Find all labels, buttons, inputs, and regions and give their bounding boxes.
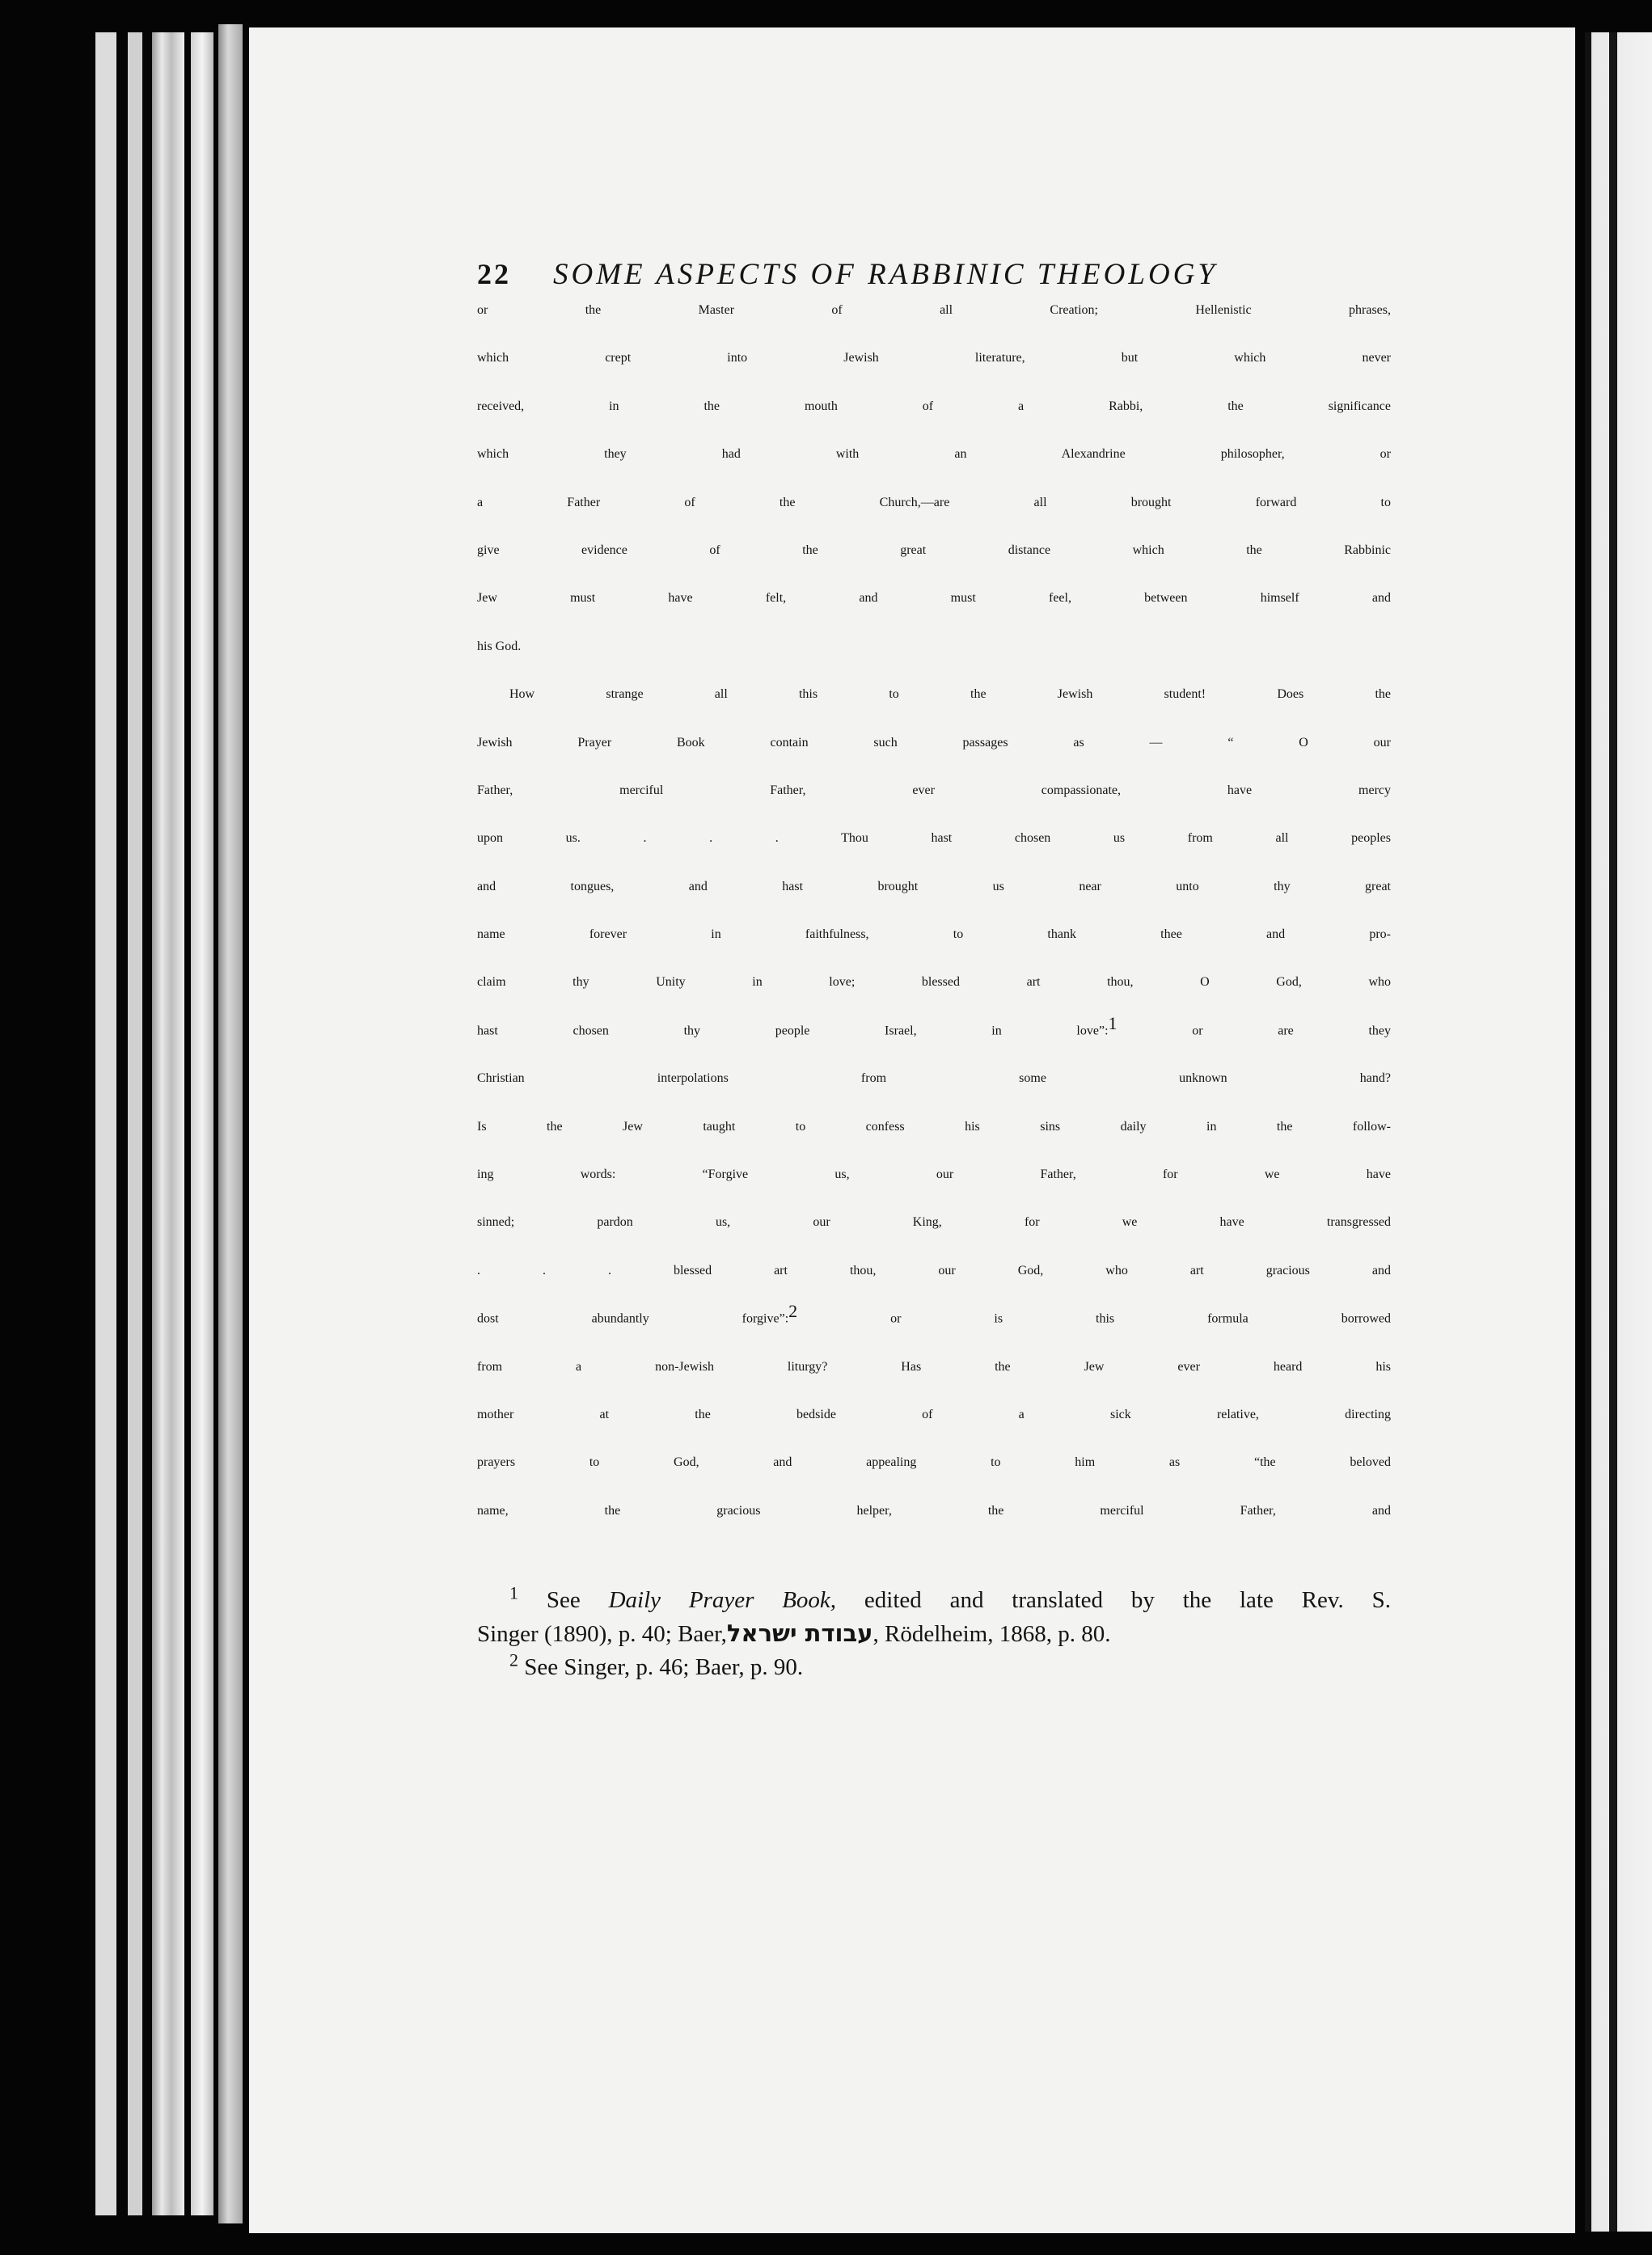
page-number: 22: [477, 258, 511, 290]
footnote-1: [477, 1584, 1391, 1617]
text-line: Father, merciful Father, ever compassionate, have mercy: [477, 783, 1391, 797]
text-segment: hast chosen thy people Israel, in love”:: [477, 1024, 1109, 1038]
text-line: received, in the mouth of a Rabbi, the significance: [477, 399, 1391, 413]
text-line: claim thy Unity in love; blessed art thou, O God, who: [477, 975, 1391, 990]
page-text: [477, 257, 1391, 1684]
text-line: Is the Jew taught to confess his sins daily in the follow-: [477, 1119, 1391, 1134]
footnote-ref-1[interactable]: 1: [1108, 1012, 1118, 1033]
footnote-text: , Rödelheim, 1868, p. 80.: [872, 1621, 1111, 1648]
text-segment: dost abundantly forgive”:: [477, 1311, 789, 1326]
text-line: Christian interpolations from some unknown hand?: [477, 1071, 1391, 1086]
text-line: name, the gracious helper, the merciful Father, and: [477, 1503, 1391, 1518]
footnote-1-cont: [477, 1617, 1391, 1651]
text-line: mother at the bedside of a sick relative, directing: [477, 1407, 1391, 1421]
footnote-text: Singer (1890), p. 40; Baer,: [477, 1621, 727, 1648]
book-edge: [191, 32, 213, 2215]
text-line: [477, 1012, 1392, 1071]
text-line: a Father of the Church,—are all brought forward to: [477, 495, 1391, 509]
footnote-mark: 2: [509, 1649, 518, 1670]
book-edge: [152, 32, 184, 2215]
text-line: [477, 1301, 1392, 1359]
book-edge: [218, 24, 243, 2223]
body-text: [477, 303, 1391, 1552]
text-line: and tongues, and hast brought us near unto thy great: [477, 879, 1391, 893]
text-line: . . . blessed art thou, our God, who art gracious and: [477, 1263, 1391, 1277]
text-line: Jew must have felt, and must feel, between himself and: [477, 591, 1391, 606]
text-line: Jewish Prayer Book contain such passages as — “ O our: [477, 735, 1391, 750]
text-line: or the Master of all Creation; Hellenistic phrases,: [477, 303, 1391, 317]
text-line: his God.: [477, 639, 522, 653]
text-line: How strange all this to the Jewish student! Does the: [509, 687, 1391, 702]
text-line: ing words: “Forgive us, our Father, for we have: [477, 1168, 1391, 1182]
footnote-2: [477, 1651, 1391, 1684]
paragraph-2: [477, 687, 1391, 1552]
text-segment: or is this formula borrowed: [890, 1311, 1392, 1326]
footnote-text: edited and translated by the late Rev. S.: [864, 1587, 1391, 1614]
text-line: from a non-Jewish liturgy? Has the Jew ever heard his: [477, 1359, 1391, 1374]
book-edge: [95, 32, 116, 2215]
footnote-mark: 1: [509, 1582, 518, 1603]
hebrew-title: עבודת ישראל: [726, 1619, 873, 1648]
text-line: give evidence of the great distance which the Rabbinic: [477, 543, 1391, 557]
footnote-text: See: [546, 1587, 581, 1614]
book-title: Daily Prayer Book,: [608, 1587, 837, 1614]
text-line: prayers to God, and appealing to him as “the beloved: [477, 1455, 1391, 1470]
text-line: which they had with an Alexandrine philosopher, or: [477, 447, 1391, 462]
text-segment: or are they: [1192, 1024, 1392, 1038]
book-edge: [128, 32, 142, 2215]
text-line: upon us. . . . Thou hast chosen us from all peoples: [477, 831, 1391, 846]
running-title: SOME ASPECTS OF RABBINIC THEOLOGY: [553, 258, 1218, 291]
footnote-ref-2[interactable]: 2: [788, 1301, 798, 1322]
facing-page-edge: [1585, 32, 1652, 2232]
text-line: which crept into Jewish literature, but which never: [477, 351, 1391, 365]
paragraph-1: [477, 303, 1391, 687]
footnotes: [477, 1584, 1391, 1684]
running-header: [477, 257, 1391, 292]
footnote-text: See Singer, p. 46; Baer, p. 90.: [524, 1654, 804, 1681]
text-line: name forever in faithfulness, to thank thee and pro-: [477, 927, 1391, 942]
text-line: sinned; pardon us, our King, for we have transgressed: [477, 1215, 1391, 1230]
